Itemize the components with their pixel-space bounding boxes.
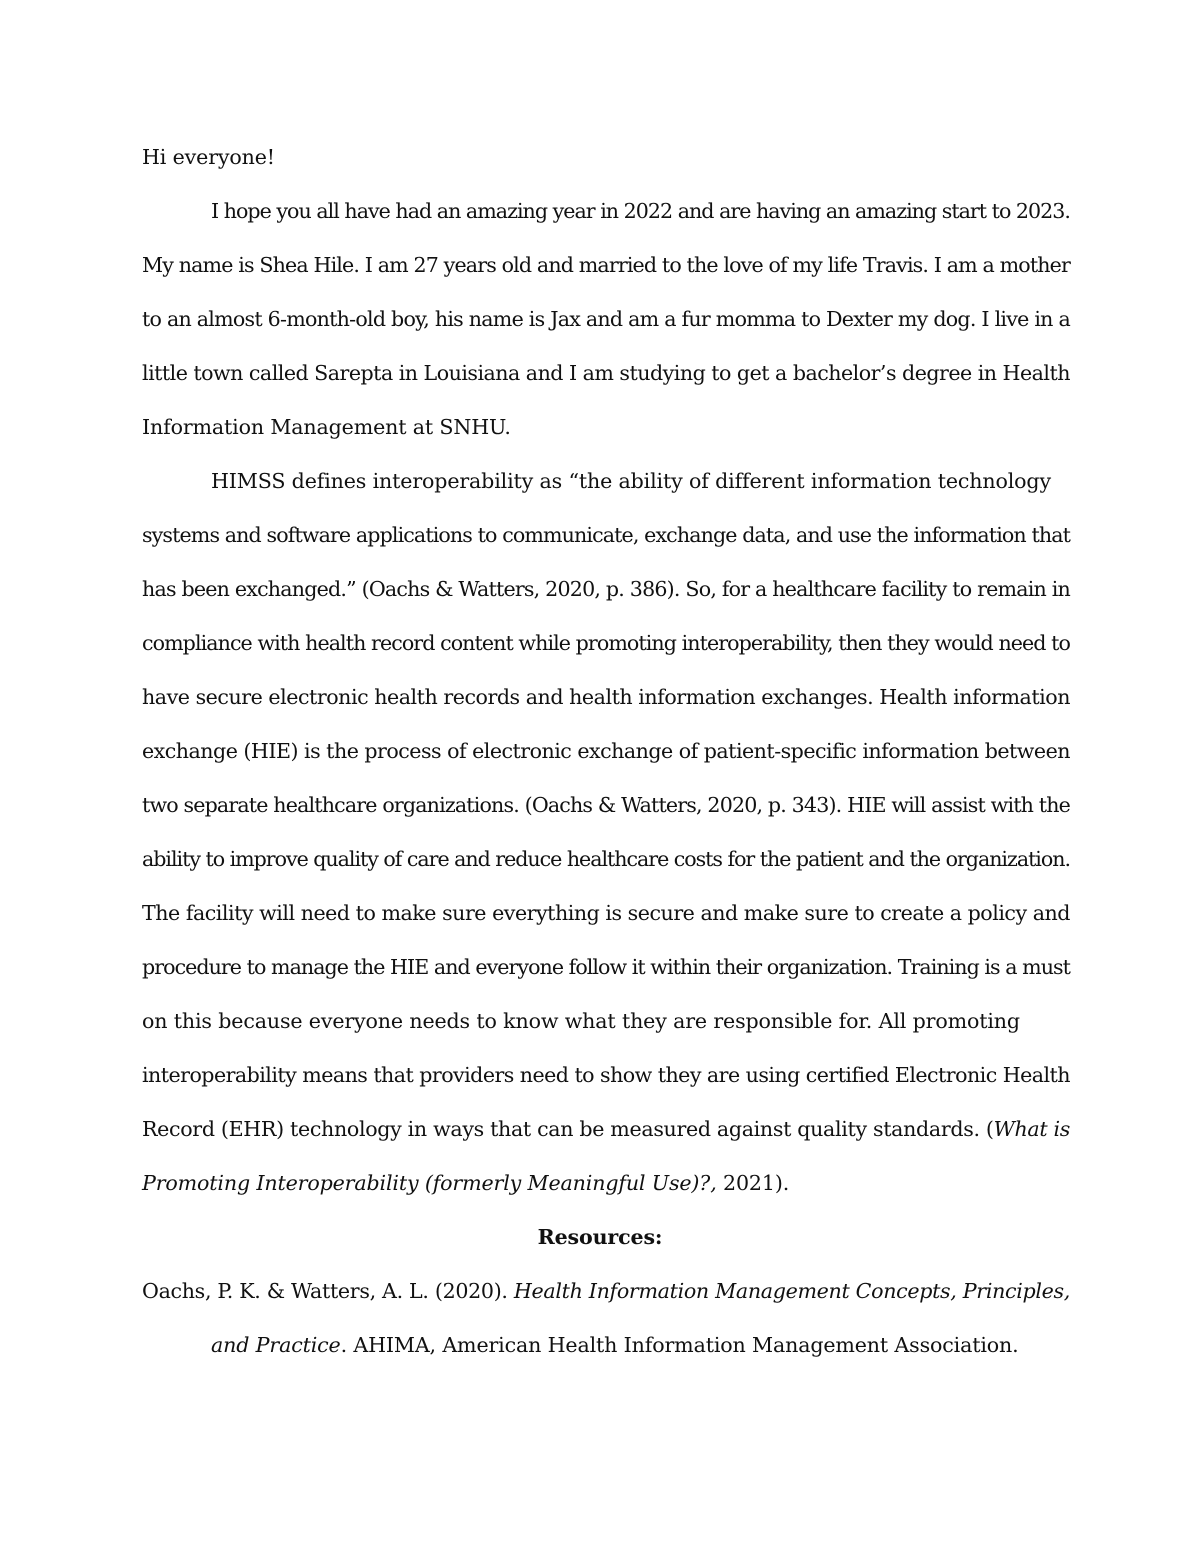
resources-heading: Resources: [537,1225,663,1249]
body-line-14 [142,1169,789,1197]
body-line-10: procedure to manage the HIE and everyone follow it within their organization. Training is a must [142,955,1070,979]
body-line-7: two separate healthcare organizations. (Oachs & Watters, 2020, p. 343). HIE will assist with the [142,793,1070,817]
intro-line-4: little town called Sarepta in Louisiana and I am studying to get a bachelor’s degree in Health [142,361,1070,385]
body-line-12: interoperability means that providers need to show they are using certified Electronic Health [142,1063,1070,1087]
intro-line-2: My name is Shea Hile. I am 27 years old and married to the love of my life Travis. I am a mother [142,253,1070,277]
body-line-2: systems and software applications to communicate, exchange data, and use the information that [142,523,1070,547]
greeting: Hi everyone! [142,145,275,169]
body-line-13 [142,1115,1070,1143]
body-line-11: on this because everyone needs to know what they are responsible for. All promoting [142,1009,1020,1033]
body-line-3: has been exchanged.” (Oachs & Watters, 2020, p. 386). So, for a healthcare facility to remain in [142,577,1070,601]
body-line-5: have secure electronic health records and health information exchanges. Health information [142,685,1070,709]
body-line-9: The facility will need to make sure everything is secure and make sure to create a policy and [142,901,1070,925]
intro-line-3: to an almost 6-month-old boy, his name is Jax and am a fur momma to Dexter my dog. I live in a [142,307,1070,331]
body-line-14-text: 2021). [716,1171,790,1195]
reference-1-line-1 [142,1277,1070,1305]
reference-1-authors: Oachs, P. K. & Watters, A. L. (2020). [142,1279,514,1303]
reference-1-line-2 [211,1331,1019,1359]
body-line-1: HIMSS defines interoperability as “the ability of different information technology [211,469,1051,493]
body-line-8: ability to improve quality of care and reduce healthcare costs for the patient and the organization. [142,847,1070,871]
body-line-13-text: Record (EHR) technology in ways that can be measured against quality standards. ( [142,1117,994,1141]
body-line-14-italic: Promoting Interoperability (formerly Meaningful Use)?, [142,1171,717,1195]
body-line-13-italic: What is [993,1117,1070,1141]
intro-line-1: I hope you all have had an amazing year in 2022 and are having an amazing start to 2023. [211,199,1070,223]
reference-1-publisher: . AHIMA, American Health Information Management Association. [340,1333,1019,1357]
body-line-4: compliance with health record content while promoting interoperability, then they would need to [142,631,1070,655]
intro-line-5: Information Management at SNHU. [142,415,511,439]
reference-1-title-part-1: Health Information Management Concepts, Principles, [513,1279,1071,1303]
body-line-6: exchange (HIE) is the process of electronic exchange of patient-specific information between [142,739,1070,763]
reference-1-title-part-2: and Practice [211,1333,341,1357]
